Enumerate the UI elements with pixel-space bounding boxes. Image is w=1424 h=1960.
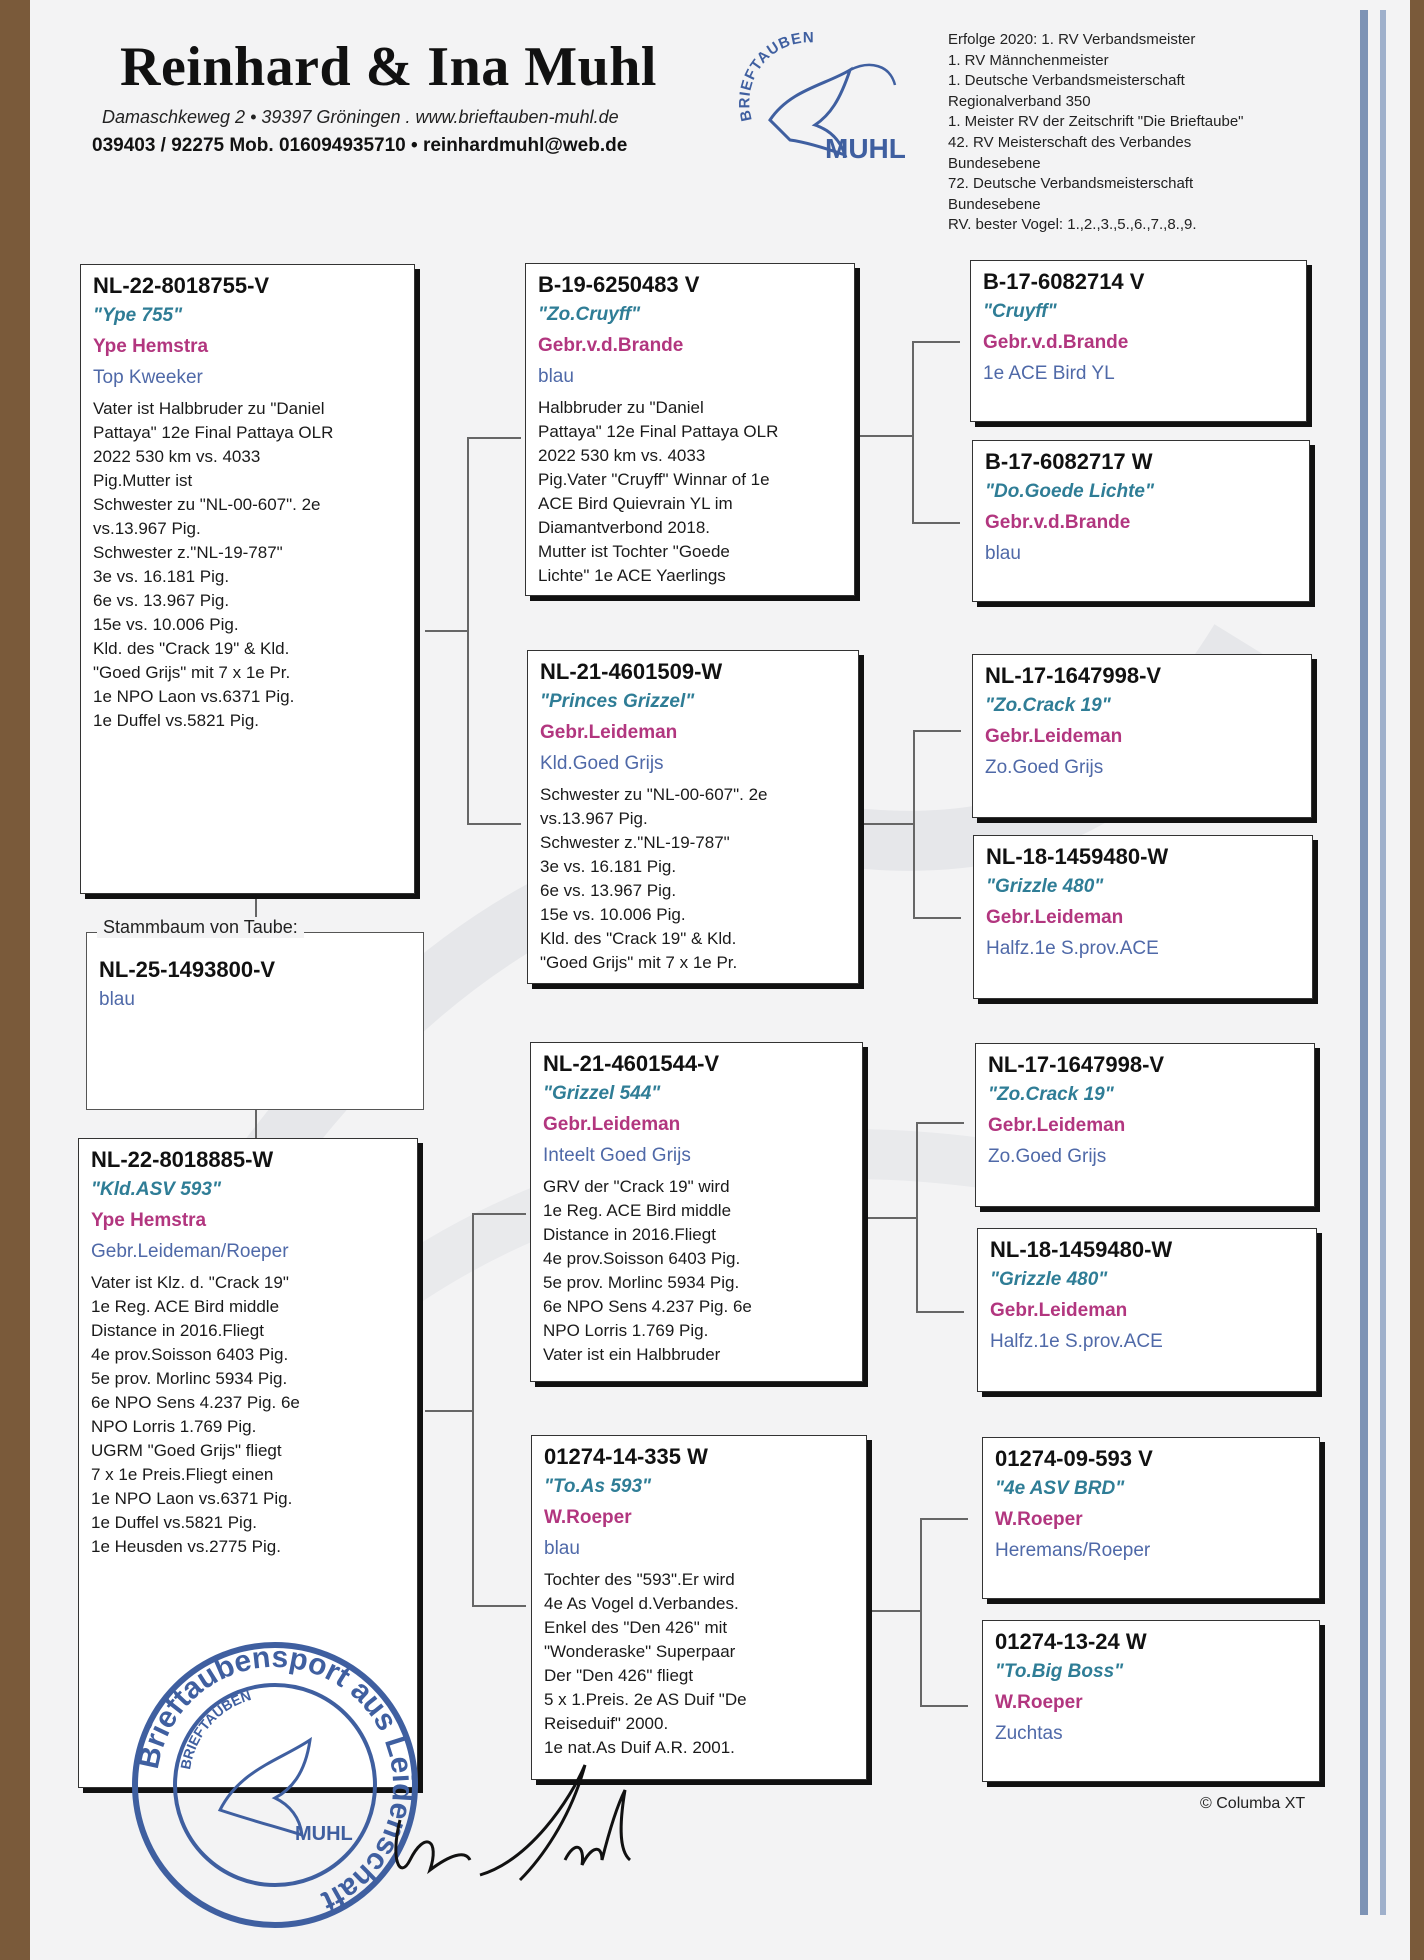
color-note: blau [538, 366, 574, 387]
copyright: © Columba XT [1200, 1795, 1306, 1812]
pigeon-name: "Grizzel 544" [543, 1083, 661, 1104]
connector-line [912, 522, 960, 524]
color-note: blau [985, 543, 1021, 564]
pigeon-name: "Zo.Cruyff" [538, 304, 641, 325]
subject-ring-number: NL-25-1493800-V [99, 957, 276, 982]
page-rail [1360, 10, 1368, 1915]
pigeon-name: "Grizzle 480" [990, 1269, 1108, 1290]
connector-line [467, 823, 521, 825]
ring-number: NL-17-1647998-V [985, 663, 1162, 688]
color-note: Top Kweeker [93, 367, 203, 388]
color-note: Halfz.1e S.prov.ACE [990, 1331, 1163, 1352]
pigeon-name: "To.As 593" [544, 1476, 652, 1497]
ring-number: 01274-14-335 W [544, 1444, 708, 1469]
connector-line [920, 1518, 922, 1706]
connector-line [864, 1217, 916, 1219]
ring-number: NL-17-1647998-V [988, 1052, 1165, 1077]
breeder-name: Ype Hemstra [91, 1210, 207, 1231]
page-rail [1380, 10, 1386, 1915]
pigeon-card-mother-father [530, 1042, 863, 1382]
color-note: Inteelt Goed Grijs [543, 1145, 691, 1166]
ring-number: NL-21-4601509-W [540, 659, 723, 684]
connector-line [920, 1518, 968, 1520]
ring-number: NL-18-1459480-W [986, 844, 1169, 869]
breeder-name: Gebr.Leideman [990, 1300, 1128, 1321]
ring-number: B-17-6082717 W [985, 449, 1153, 474]
pigeon-card-mother-mother [531, 1435, 867, 1780]
connector-line [856, 435, 912, 437]
success-line: 42. RV Meisterschaft des Verbandes [948, 133, 1192, 151]
pigeon-card-mff [975, 1043, 1315, 1207]
success-line: 72. Deutsche Verbandsmeisterschaft [948, 175, 1194, 193]
breeder-name: Gebr.Leideman [985, 726, 1123, 747]
breeder-name: W.Roeper [544, 1507, 632, 1528]
breeder-name: Gebr.Leideman [543, 1114, 681, 1135]
pigeon-card-ffm [972, 440, 1310, 602]
breeder-name: W.Roeper [995, 1692, 1083, 1713]
breeder-brand: Reinhard & Ina Muhl [120, 36, 657, 98]
pigeon-card-father-father [525, 263, 855, 596]
connector-line [913, 917, 961, 919]
ring-number: 01274-09-593 V [995, 1446, 1153, 1471]
color-note: Halfz.1e S.prov.ACE [986, 938, 1159, 959]
pigeon-name: "Zo.Crack 19" [985, 695, 1111, 716]
pigeon-card-fmm [973, 835, 1313, 999]
success-line: 1. RV Männchenmeister [948, 51, 1109, 69]
ring-number: B-17-6082714 V [983, 269, 1145, 294]
color-note: blau [544, 1538, 580, 1559]
breeder-name: Gebr.v.d.Brande [538, 335, 684, 356]
performance-text: Vater ist Halbbruder zu "Daniel Pattaya" 12e Final Pattaya OLR 2022 530 km vs. 4033 Pig.Mutter ist Schwester zu "NL-00-607". 2e vs.13.967 Pig. Schwester z."NL-19-787" 3e vs. 16.181 Pig. 6e vs. 13.967 Pig. 15e vs. 10.006 Pig. Kld. des "Crack 19" & Kld. "Goed Grijs" mit 7 x 1e Pr. 1e NPO Laon vs.6371 Pig. 1e Duffel vs.5821 Pig. [93, 399, 334, 730]
pigeon-card-father [80, 264, 415, 894]
success-line: Bundesebene [948, 195, 1041, 213]
color-note: Gebr.Leideman/Roeper [91, 1241, 289, 1262]
pigeon-name: "Zo.Crack 19" [988, 1084, 1114, 1105]
connector-line [913, 730, 915, 918]
connector-line [467, 437, 521, 439]
pigeon-name: "Do.Goede Lichte" [985, 481, 1154, 502]
pigeon-name: "Ype 755" [93, 305, 183, 326]
svg-text:BRIEFTAUBEN [736, 30, 814, 123]
color-note: Heremans/Roeper [995, 1540, 1151, 1561]
pigeon-name: "Kld.ASV 593" [91, 1179, 221, 1200]
pigeon-name: "Grizzle 480" [986, 876, 1104, 897]
pigeon-card-mmm [982, 1620, 1320, 1782]
success-line: 1. Meister RV der Zeitschrift "Die Brieftaube" [948, 113, 1244, 131]
ring-number: 01274-13-24 W [995, 1629, 1147, 1654]
brieftauben-muhl-logo [730, 30, 910, 190]
ring-number: NL-18-1459480-W [990, 1237, 1173, 1262]
success-line: Bundesebene [948, 154, 1041, 172]
connector-line [472, 1213, 474, 1605]
pigeon-card-father-mother [527, 650, 859, 984]
ring-number: NL-22-8018755-V [93, 273, 270, 298]
pigeon-card-fmf [972, 654, 1312, 818]
connector-line [868, 1610, 920, 1612]
connector-line [912, 341, 960, 343]
breeder-name: Gebr.Leideman [988, 1115, 1126, 1136]
subject-legend: Stammbaum von Taube: [97, 917, 304, 938]
stamp-text: Brieftaubensport aus Leidenschaft [132, 1640, 420, 1918]
subject-color: blau [99, 989, 135, 1010]
breeder-name: Gebr.v.d.Brande [983, 332, 1129, 353]
pigeon-card-fff [970, 260, 1307, 422]
connector-line [916, 1122, 918, 1312]
color-note: Zo.Goed Grijs [988, 1146, 1107, 1167]
connector-line [425, 1410, 472, 1412]
breeder-name: Ype Hemstra [93, 336, 209, 357]
success-line: RV. bester Vogel: 1.,2.,3.,5.,6.,7.,8.,9. [948, 216, 1197, 234]
color-note: Zo.Goed Grijs [985, 757, 1104, 778]
handwritten-signature [370, 1760, 650, 1890]
performance-text: Vater ist Klz. d. "Crack 19" 1e Reg. ACE Bird middle Distance in 2016.Fliegt 4e prov.Soisson 6403 Pig. 5e prov. Morlinc 5934 Pig. 6e NPO Sens 4.237 Pig. 6e NPO Lorris 1.769 Pig. UGRM "Goed Grijs" fliegt 7 x 1e Preis.Fliegt einen 1e NPO Laon vs.6371 Pig. 1e Duffel vs.5821 Pig. 1e Heusden vs.2775 Pig. [91, 1273, 300, 1556]
pigeon-card-mfm [977, 1228, 1317, 1392]
color-note: 1e ACE Bird YL [983, 363, 1115, 384]
pedigree-sheet [30, 0, 1410, 1960]
breeder-contact: 039403 / 92275 Mob. 016094935710 • reinhardmuhl@web.de [92, 135, 628, 156]
connector-line [425, 630, 467, 632]
breeder-name: Gebr.Leideman [986, 907, 1124, 928]
performance-text: Halbbruder zu "Daniel Pattaya" 12e Final Pattaya OLR 2022 530 km vs. 4033 Pig.Vater "Cruyff" Winnar of 1e ACE Bird Quievrain YL im Diamantverbond 2018. Mutter ist Tochter "Goede Lichte" 1e ACE Yaerlings [538, 398, 779, 585]
success-line: 1. Deutsche Verbandsmeisterschaft [948, 72, 1185, 90]
breeder-name: W.Roeper [995, 1509, 1083, 1530]
ring-number: NL-22-8018885-W [91, 1147, 274, 1172]
ring-number: NL-21-4601544-V [543, 1051, 720, 1076]
success-list [948, 30, 1288, 236]
ring-number: B-19-6250483 V [538, 272, 700, 297]
connector-line [472, 1213, 526, 1215]
connector-line [860, 823, 913, 825]
pigeon-name: "Cruyff" [983, 301, 1057, 322]
success-line: Erfolge 2020: 1. RV Verbandsmeister [948, 31, 1196, 48]
breeder-name: Gebr.Leideman [540, 722, 678, 743]
pigeon-card-mmf [982, 1437, 1320, 1599]
logo-arc-text: BRIEFTAUBEN [736, 30, 815, 123]
connector-line [912, 341, 914, 523]
stamp-inner-arc: BRIEFTAUBEN [177, 1687, 253, 1771]
pigeon-name: "Princes Grizzel" [540, 691, 695, 712]
color-note: Zuchtas [995, 1723, 1063, 1744]
pigeon-name: "4e ASV BRD" [995, 1478, 1125, 1499]
connector-line [472, 1605, 526, 1607]
performance-text: Tochter des "593".Er wird 4e As Vogel d.Verbandes. Enkel des "Den 426" mit "Wonderaske" Superpaar Der "Den 426" fliegt 5 x 1.Preis. 2e AS Duif "De Reiseduif" 2000. 1e nat.As Duif A.R. 2001. [544, 1570, 747, 1757]
connector-line [467, 437, 469, 825]
stamp-inner-word: MUHL [295, 1823, 353, 1845]
connector-line [913, 730, 961, 732]
color-note: Kld.Goed Grijs [540, 753, 664, 774]
subject-card [86, 932, 424, 1110]
performance-text: GRV der "Crack 19" wird 1e Reg. ACE Bird middle Distance in 2016.Fliegt 4e prov.Soisson 6403 Pig. 5e prov. Morlinc 5934 Pig. 6e NPO Sens 4.237 Pig. 6e NPO Lorris 1.769 Pig. Vater ist ein Halbbruder [543, 1177, 752, 1364]
breeder-address: Damaschkeweg 2 • 39397 Gröningen . www.brieftauben-muhl.de [102, 107, 619, 127]
success-line: Regionalverband 350 [948, 92, 1091, 110]
connector-line [916, 1311, 964, 1313]
performance-text: Schwester zu "NL-00-607". 2e vs.13.967 Pig. Schwester z."NL-19-787" 3e vs. 16.181 Pig. 6e vs. 13.967 Pig. 15e vs. 10.006 Pig. Kld. des "Crack 19" & Kld. "Goed Grijs" mit 7 x 1e Pr. [540, 785, 768, 972]
breeder-name: Gebr.v.d.Brande [985, 512, 1131, 533]
connector-line [255, 1110, 257, 1140]
connector-line [920, 1705, 968, 1707]
connector-line [916, 1122, 964, 1124]
logo-word: MUHL [825, 133, 906, 164]
pigeon-name: "To.Big Boss" [995, 1661, 1124, 1682]
